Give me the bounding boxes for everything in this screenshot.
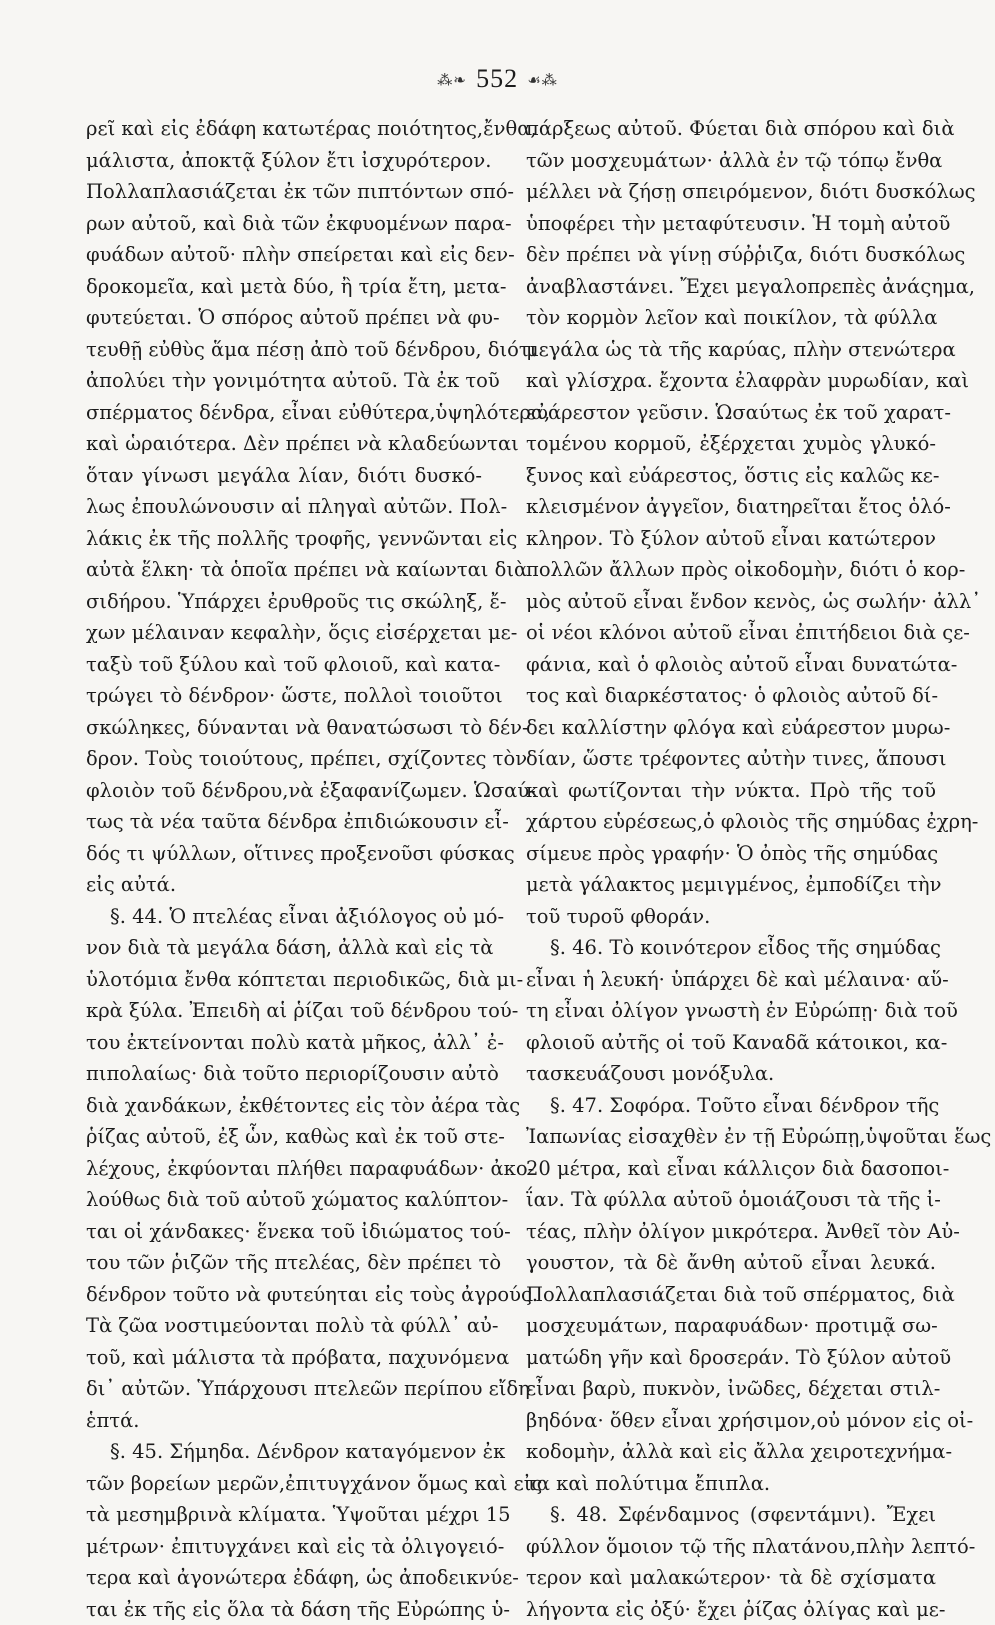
text-line: ται οἱ χάνδακες· ἕνεκα τοῦ ἰδιώματος τού- [86, 1216, 482, 1248]
text-line: Πολλαπλασιάζεται ἐκ τῶν πιπτόντων σπό- [86, 176, 482, 208]
text-line: ρων αὐτοῦ, καὶ διὰ τῶν ἐκφυομένων παρα- [86, 208, 482, 240]
text-line: §. 44. Ὁ πτελέας εἶναι ἀξιόλογος οὐ μό- [86, 901, 482, 933]
ornament-left: ⁂❧ [437, 71, 467, 89]
text-line: ταξὺ τοῦ ξύλου καὶ τοῦ φλοιοῦ, καὶ κατα- [86, 649, 482, 681]
text-line: κοδομὴν, ἀλλὰ καὶ εἰς ἄλλα χειροτεχνήμα- [526, 1436, 936, 1468]
text-line: τως τὰ νέα ταῦτα δένδρα ἐπιδιώκουσιν εἶ- [86, 806, 482, 838]
text-line: ται ἐκ τῆς εἰς ὅλα τὰ δάση τῆς Εὐρώπης ὑ- [86, 1594, 482, 1625]
text-line: τος καὶ διαρκέστατος· ὁ φλοιὸς αὐτοῦ δί- [526, 680, 936, 712]
text-line: μέτρων· ἐπιτυγχάνει καὶ εἰς τὰ ὀλιγογειό- [86, 1531, 482, 1563]
text-line: κλεισμένον ἀγγεῖον, διατηρεῖται ἔτος ὁλό- [526, 491, 936, 523]
text-line: §. 47. Σοφόρα. Τοῦτο εἶναι δένδρον τῆς [526, 1090, 936, 1122]
text-line: μὸς αὐτοῦ εἶναι ἔνδον κενὸς, ὡς σωλήν· ἀλλ᾽ [526, 586, 936, 618]
text-line: λούθως διὰ τοῦ αὐτοῦ χώματος καλύπτον- [86, 1184, 482, 1216]
text-line: κρὰ ξύλα. Ἐπειδὴ αἱ ῥίζαι τοῦ δένδρου τού- [86, 995, 482, 1027]
text-line: μετὰ γάλακτος μεμιγμένος, ἐμποδίζει τὴν [526, 869, 936, 901]
text-line: γουστον, τὰ δὲ ἄνθη αὐτοῦ εἶναι λευκά. [526, 1247, 936, 1279]
text-line: Τὰ ζῶα νοστιμεύονται πολὺ τὰ φύλλ᾽ αὐ- [86, 1310, 482, 1342]
text-line: μοσχευμάτων, παραφυάδων· προτιμᾷ σω- [526, 1310, 936, 1342]
text-line: φύλλον ὅμοιον τῷ τῆς πλατάνου,πλὴν λεπτό- [526, 1531, 936, 1563]
text-line: ματώδη γῆν καὶ δροσεράν. Τὸ ξύλον αὐτοῦ [526, 1342, 936, 1374]
text-line: διὰ χανδάκων, ἐκθέτοντες εἰς τὸν ἀέρα τὰς [86, 1090, 482, 1122]
text-line: §. 45. Σήμηδα. Δένδρον καταγόμενον ἐκ [86, 1436, 482, 1468]
text-line: σίμευε πρὸς γραφήν· Ὁ ὀπὸς τῆς σημύδας [526, 838, 936, 870]
text-line: δι᾽ αὐτῶν. Ὑπάρχουσι πτελεῶν περίπου εἴδη [86, 1373, 482, 1405]
text-line: λέχους, ἐκφύονται πλήθει παραφυάδων· ἀκο- [86, 1153, 482, 1185]
text-line: τοῦ τυροῦ φθοράν. [526, 901, 936, 933]
text-line: εὐάρεστον γεῦσιν. Ὡσαύτως ἐκ τοῦ χαρατ- [526, 397, 936, 429]
text-line: πιπολαίως· διὰ τοῦτο περιορίζουσιν αὐτὸ [86, 1058, 482, 1090]
text-line: καὶ γλίσχρα. ἔχοντα ἐλαφρὰν μυρωδίαν, καὶ [526, 365, 936, 397]
text-line: ἑπτά. [86, 1405, 482, 1437]
text-line: τασκευάζουσι μονόξυλα. [526, 1058, 936, 1090]
ornament-right: ☙⁂ [527, 71, 557, 89]
text-line: δίαν, ὥστε τρέφοντες αὐτὴν τινες, ἅπουσι [526, 743, 936, 775]
text-line: Πολλαπλασιάζεται διὰ τοῦ σπέρματος, διὰ [526, 1279, 936, 1311]
text-line: μεγάλα ὡς τὰ τῆς καρύας, πλὴν στενώτερα [526, 334, 936, 366]
text-line: φλοιοῦ αὐτῆς οἱ τοῦ Καναδᾶ κάτοικοι, κα- [526, 1027, 936, 1059]
text-line: ὑποφέρει τὴν μεταφύτευσιν. Ἡ τομὴ αὐτοῦ [526, 208, 936, 240]
text-line: χάρτου εὑρέσεως,ὁ φλοιὸς τῆς σημύδας ἐχρη- [526, 806, 936, 838]
text-line: τὰ μεσημβρινὰ κλίματα. Ὑψοῦται μέχρι 15 [86, 1499, 482, 1531]
text-line: εἶναι βαρὺ, πυκνὸν, ἰνῶδες, δέχεται στιλ- [526, 1373, 936, 1405]
text-line: τέας, πλὴν ὀλίγον μικρότερα. Ἀνθεῖ τὸν Αὐ- [526, 1216, 936, 1248]
text-line: τὸν κορμὸν λεῖον καὶ ποικίλον, τὰ φύλλα [526, 302, 936, 334]
left-text-column [86, 113, 482, 1625]
text-line: εἰς αὐτά. [86, 869, 482, 901]
text-line: καὶ ὡραιότερα. Δὲν πρέπει νὰ κλαδεύωνται [86, 428, 482, 460]
text-line: ξυνος καὶ εὐάρεστος, ὅστις εἰς καλῶς κε- [526, 460, 936, 492]
text-line: ρεῖ καὶ εἰς ἐδάφη κατωτέρας ποιότητος,ἔνθα, [86, 113, 482, 145]
text-line: τευθῇ εὐθὺς ἅμα πέσῃ ἀπὸ τοῦ δένδρου, διότι [86, 334, 482, 366]
text-line: τῶν βορείων μερῶν,ἐπιτυγχάνον ὅμως καὶ εἰς [86, 1468, 482, 1500]
text-line: σκώληκες, δύνανται νὰ θανατώσωσι τὸ δέν- [86, 712, 482, 744]
text-line: τοῦ, καὶ μάλιστα τὰ πρόβατα, παχυνόμενα [86, 1342, 482, 1374]
text-line: δός τι ψύλλων, οἵτινες προξενοῦσι φύσκας [86, 838, 482, 870]
text-line: αὐτὰ ἕλκη· τὰ ὁποῖα πρέπει νὰ καίωνται διὰ [86, 554, 482, 586]
text-line: κληρον. Τὸ ξύλον αὐτοῦ εἶναι κατώτερον [526, 523, 936, 555]
text-line: δρον. Τοὺς τοιούτους, πρέπει, σχίζοντες τὸν [86, 743, 482, 775]
text-line: λως ἐπουλώνουσιν αἱ πληγαὶ αὐτῶν. Πολ- [86, 491, 482, 523]
text-line: τη εἶναι ὀλίγον γνωστὴ ἐν Εὐρώπῃ· διὰ τοῦ [526, 995, 936, 1027]
text-line: τερον καὶ μαλακώτερον· τὰ δὲ σχίσματα [526, 1562, 936, 1594]
text-line: ἀπολύει τὴν γονιμότητα αὐτοῦ. Τὰ ἐκ τοῦ [86, 365, 482, 397]
text-line: σπέρματος δένδρα, εἶναι εὐθύτερα,ὑψηλότερα, [86, 397, 482, 429]
right-text-column [526, 113, 936, 1625]
text-line: λάκις ἐκ τῆς πολλῆς τροφῆς, γεννῶνται εἰς [86, 523, 482, 555]
text-line: Ἰαπωνίας εἰσαχθὲν ἐν τῇ Εὐρώπῃ,ὑψοῦται ἕως [526, 1121, 936, 1153]
text-line: ΐαν. Τὰ φύλλα αὐτοῦ ὁμοιάζουσι τὰ τῆς ἰ- [526, 1184, 936, 1216]
text-line: ῥίζας αὐτοῦ, ἐξ ὧν, καθὼς καὶ ἐκ τοῦ στε- [86, 1121, 482, 1153]
text-line: πολλῶν ἄλλων πρὸς οἰκοδομὴν, διότι ὁ κορ- [526, 554, 936, 586]
text-line: ὅταν γίνωσι μεγάλα λίαν, διότι δυσκό- [86, 460, 482, 492]
text-line: τα καὶ πολύτιμα ἔπιπλα. [526, 1468, 936, 1500]
text-line: φυάδων αὐτοῦ· πλὴν σπείρεται καὶ εἰς δεν- [86, 239, 482, 271]
text-line: τῶν μοσχευμάτων· ἀλλὰ ἐν τῷ τόπῳ ἔνθα [526, 145, 936, 177]
text-line: δει καλλίστην φλόγα καὶ εὐάρεστον μυρω- [526, 712, 936, 744]
text-line: λήγοντα εἰς ὀξύ· ἔχει ῥίζας ὀλίγας καὶ με- [526, 1594, 936, 1625]
text-line: εἶναι ἡ λευκή· ὑπάρχει δὲ καὶ μέλαινα· αὕ- [526, 964, 936, 996]
text-line: μάλιστα, ἀποκτᾷ ξύλον ἔτι ἰσχυρότερον. [86, 145, 482, 177]
text-line: δροκομεῖα, καὶ μετὰ δύο, ἢ τρία ἔτη, μετα- [86, 271, 482, 303]
text-line: 20 μέτρα, καὶ εἶναι κάλλιςον διὰ δασοποι- [526, 1153, 936, 1185]
text-line: τερα καὶ ἀγονώτερα ἐδάφη, ὡς ἀποδεικνύε- [86, 1562, 482, 1594]
text-line: οἱ νέοι κλόνοι αὐτοῦ εἶναι ἐπιτήδειοι διὰ ςε- [526, 617, 936, 649]
text-line: τομένου κορμοῦ, ἐξέρχεται χυμὸς γλυκό- [526, 428, 936, 460]
text-line: πάρξεως αὐτοῦ. Φύεται διὰ σπόρου καὶ διὰ [526, 113, 936, 145]
text-line: βηδόνα· ὅθεν εἶναι χρήσιμον,οὐ μόνον εἰς οἰ- [526, 1405, 936, 1437]
text-line: ὑλοτόμια ἔνθα κόπτεται περιοδικῶς, διὰ μι- [86, 964, 482, 996]
page-number: 552 [476, 64, 518, 93]
text-line: §. 46. Τὸ κοινότερον εἶδος τῆς σημύδας [526, 932, 936, 964]
text-line: ἀναβλαστάνει. Ἔχει μεγαλοπρεπὲς ἀνάςημα, [526, 271, 936, 303]
text-line: χων μέλαιναν κεφαλὴν, ὅςις εἰσέρχεται με- [86, 617, 482, 649]
text-line: τρώγει τὸ δένδρον· ὥστε, πολλοὶ τοιοῦτοι [86, 680, 482, 712]
page-header [0, 64, 995, 95]
text-line: δὲν πρέπει νὰ γίνῃ σύῤῥιζα, διότι δυσκόλως [526, 239, 936, 271]
text-line: μέλλει νὰ ζήσῃ σπειρόμενον, διότι δυσκόλως [526, 176, 936, 208]
text-line: σιδήρου. Ὑπάρχει ἐρυθροῦς τις σκώληξ, ἔ- [86, 586, 482, 618]
text-line: καὶ φωτίζονται τὴν νύκτα. Πρὸ τῆς τοῦ [526, 775, 936, 807]
text-line: φλοιὸν τοῦ δένδρου,νὰ ἐξαφανίζωμεν. Ὡσαύ- [86, 775, 482, 807]
text-line: φυτεύεται. Ὁ σπόρος αὐτοῦ πρέπει νὰ φυ- [86, 302, 482, 334]
text-line: νον διὰ τὰ μεγάλα δάση, ἀλλὰ καὶ εἰς τὰ [86, 932, 482, 964]
text-line: §. 48. Σφένδαμνος (σφεντάμνι). Ἔχει [526, 1499, 936, 1531]
text-line: του τῶν ῥιζῶν τῆς πτελέας, δὲν πρέπει τὸ [86, 1247, 482, 1279]
text-line: δένδρον τοῦτο νὰ φυτεύηται εἰς τοὺς ἀγρούς. [86, 1279, 482, 1311]
text-line: του ἐκτείνονται πολὺ κατὰ μῆκος, ἀλλ᾽ ἐ- [86, 1027, 482, 1059]
text-line: φάνια, καὶ ὁ φλοιὸς αὐτοῦ εἶναι δυνατώτα- [526, 649, 936, 681]
